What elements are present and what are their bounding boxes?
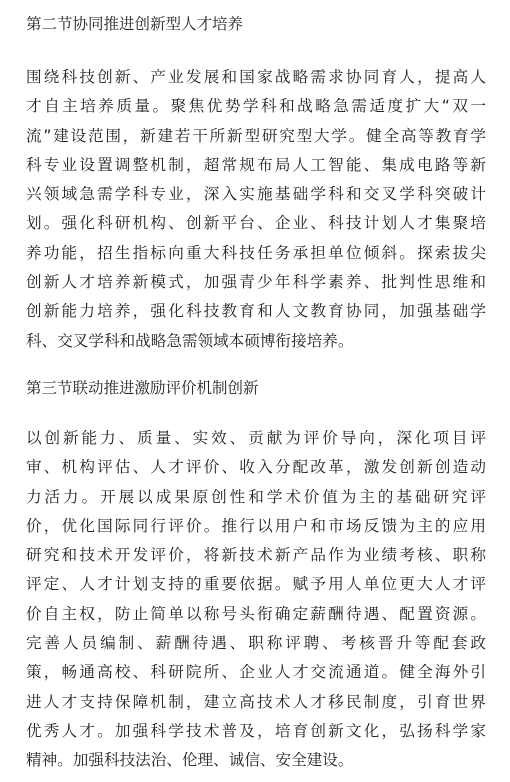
text-line: 价，优化国际同行评价。推行以用户和市场反馈为主的应用 bbox=[26, 516, 486, 535]
text-line: 评定、人才计划支持的重要依据。赋予用人单位更大人才评 bbox=[26, 575, 486, 594]
text-line: 创新能力培养，强化科技教育和人文教育协同，加强基础学 bbox=[26, 302, 486, 321]
text-line: 科专业设置调整机制，超常规布局人工智能、集成电路等新 bbox=[26, 155, 486, 174]
text-line: 创新人才培养新模式，加强青少年科学素养、批判性思维和 bbox=[26, 273, 486, 292]
text-line: 价自主权，防止简单以称号头衔确定薪酬待遇、配置资源。 bbox=[26, 604, 486, 623]
text-line: 流”建设范围，新建若干所新型研究型大学。健全高等教育学 bbox=[26, 126, 486, 145]
text-line: 进人才支持保障机制，建立高技术人才移民制度，引育世界 bbox=[26, 692, 486, 711]
text-line: 划。强化科研机构、创新平台、企业、科技计划人才集聚培 bbox=[26, 214, 486, 233]
text-line: 精神。加强科技法治、伦理、诚信、安全建设。 bbox=[26, 751, 354, 770]
section-2-paragraph bbox=[26, 63, 486, 356]
text-line: 以创新能力、质量、实效、贡献为评价导向，深化项目评 bbox=[26, 429, 486, 447]
text-line: 审、机构评估、人才评价、收入分配改革，激发创新创造动 bbox=[26, 458, 486, 477]
section-heading-3: 第三节联动推进激励评价机制创新 bbox=[26, 379, 259, 397]
text-line: 才自主培养质量。聚焦优势学科和战略急需适度扩大“双一 bbox=[26, 97, 486, 116]
text-line: 养功能，招生指标向重大科技任务承担单位倾斜。探索拔尖 bbox=[26, 243, 486, 262]
text-line: 围绕科技创新、产业发展和国家战略需求协同育人，提高人 bbox=[26, 68, 486, 86]
section-3-paragraph bbox=[26, 424, 486, 776]
section-heading-2: 第二节协同推进创新型人才培养 bbox=[26, 15, 244, 33]
text-line: 策，畅通高校、科研院所、企业人才交流通道。健全海外引 bbox=[26, 663, 486, 682]
text-line: 力活力。开展以成果原创性和学术价值为主的基础研究评 bbox=[26, 487, 486, 506]
text-line: 兴领域急需学科专业，深入实施基础学科和交叉学科突破计 bbox=[26, 185, 486, 204]
text-line: 研究和技术开发评价，将新技术新产品作为业绩考核、职称 bbox=[26, 546, 486, 565]
text-line: 科、交叉学科和战略急需领域本硕博衔接培养。 bbox=[26, 331, 354, 350]
text-line: 完善人员编制、薪酬待遇、职称评聘、考核晋升等配套政 bbox=[26, 634, 486, 653]
text-line: 优秀人才。加强科学技术普及，培育创新文化，弘扬科学家 bbox=[26, 721, 486, 740]
